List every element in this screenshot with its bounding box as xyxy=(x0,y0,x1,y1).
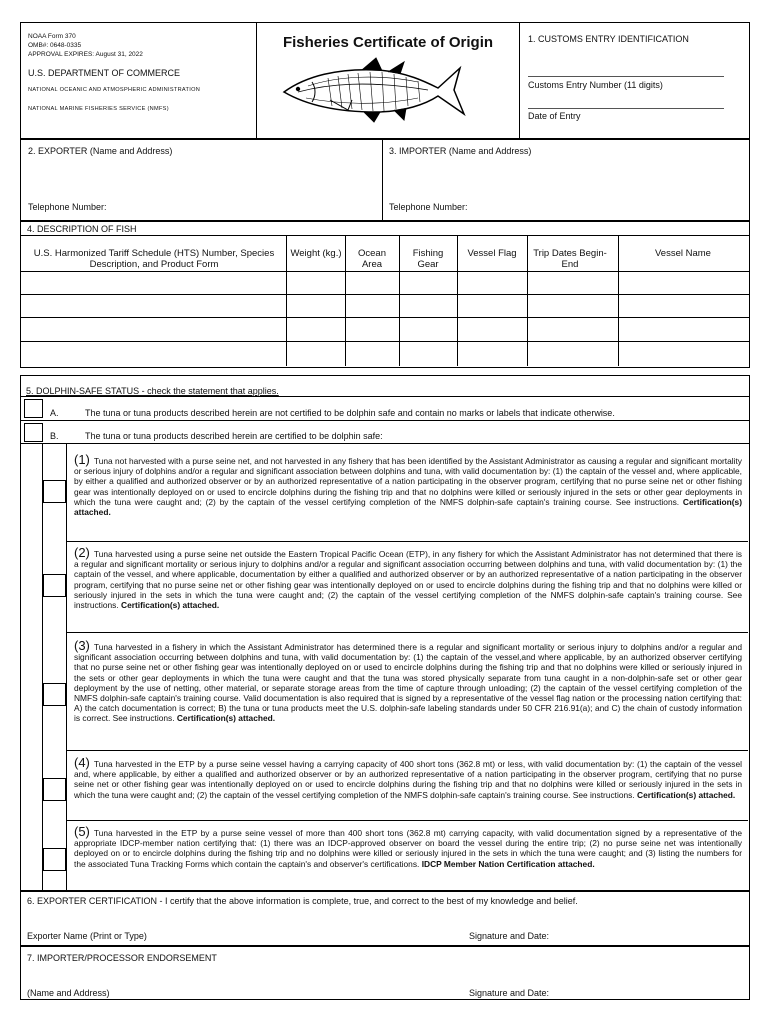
item-1-bottom xyxy=(66,541,748,542)
importer-phone-label: Telephone Number: xyxy=(389,202,468,212)
col-sep-2 xyxy=(345,235,346,366)
table-row[interactable] xyxy=(20,341,750,342)
importer-label: 3. IMPORTER (Name and Address) xyxy=(389,146,532,156)
importer-name-label: (Name and Address) xyxy=(27,988,110,998)
parties-divider xyxy=(382,138,383,220)
item-4-text xyxy=(74,755,742,800)
option-b-letter: B. xyxy=(50,431,59,441)
column-ocean-area: Ocean Area xyxy=(358,248,386,270)
item-1-text xyxy=(74,452,743,518)
column-vessel-flag: Vessel Flag xyxy=(467,248,517,259)
item-1-certification: Certification(s) attached. xyxy=(74,496,743,518)
option-b-checkbox[interactable] xyxy=(24,423,43,442)
item-3-number: (3) xyxy=(74,638,90,653)
header-divider-right xyxy=(519,22,520,138)
item-2-checkbox[interactable] xyxy=(43,574,66,597)
column-weight: Weight (kg.) xyxy=(290,248,342,259)
date-of-entry-line[interactable] xyxy=(528,108,724,109)
tuna-fish-icon xyxy=(278,56,474,126)
exporter-label: 2. EXPORTER (Name and Address) xyxy=(28,146,173,156)
customs-heading: 1. CUSTOMS ENTRY IDENTIFICATION xyxy=(528,34,689,44)
col-sep-5 xyxy=(527,235,528,366)
item-3-bottom xyxy=(66,750,748,751)
column-hts: U.S. Harmonized Tariff Schedule (HTS) Number, Species Description, and Product Form xyxy=(33,248,275,270)
customs-number-label: Customs Entry Number (11 digits) xyxy=(528,80,663,90)
col-sep-1 xyxy=(286,235,287,366)
option-a-checkbox[interactable] xyxy=(24,399,43,418)
item-2-text xyxy=(74,545,742,611)
option-a-letter: A. xyxy=(50,408,59,418)
dolphin-section xyxy=(20,375,750,892)
item-5-certification: IDCP Member Nation Certification attached. xyxy=(421,858,595,869)
exporter-name-label: Exporter Name (Print or Type) xyxy=(27,931,147,941)
importer-endorsement-heading: 7. IMPORTER/PROCESSOR ENDORSEMENT xyxy=(27,953,217,963)
table-row[interactable] xyxy=(20,317,750,318)
date-of-entry-label: Date of Entry xyxy=(528,111,581,121)
col-sep-3 xyxy=(399,235,400,366)
item-1-body: Tuna not harvested with a purse seine net, and not harvested in any fishery that has been identified by the Assistant Administrator as causing a regular and significant mortality or serious injury of dolphins and/or a regular and significant association between dolphins and tuna, with valid documentation by: (1) the captain of the vessel and, where applicable, by either a qualified and authorized observer or by an authorized representative of a nation participating in the observer program, certifying that no purse seine net or other fishing gear was intentionally deployed on or used to encircle dolphins during the fishing trip and that no dolphins were killed or seriously injured in the sets or other gear deployments in which the tuna were caught and; (2) by the captain of the vessel certifying completion of the NMFS dolphin-safe captain's training course. See instructions. xyxy=(74,456,742,507)
item-4-certification: Certification(s) attached. xyxy=(637,789,736,800)
item-3-body: Tuna harvested in a fishery in which the Assistant Administrator has determined there is a regular and significant mortality or serious injury to dolphins and/or a regular and significant association occurring between dolphins and tuna, with valid documentation by: (1) the captain of the vessel,and where applicable, by an authorized observer certifying that no purse seine net or other fishing gear was intentionally deployed on or used to encircle dolphins during the fishing trip and that no dolphins were killed or seriously injured in the sets or other gear deployments in which the tuna were caught and that the tuna was stored physically separate from tuna caught in a non-dolphin-safe set or other gear deployment by the use of netting, other material, or separate storage areas from the time of capture through unloading; (2) the captain of the vessel certifying completion of the NMFS dolphin-safe captain's training course. Valid documentation is also required that is signed by a representative of the vessel flag nation or the processing nation certifying that: A) the catch documentation is correct; B) the tuna or tuna products meet the U.S. dolphin-safe labeling standards under 50 CFR 216.91(a); and C) the chain of custody information is correct. See instructions. xyxy=(74,642,742,724)
col-sep-6 xyxy=(618,235,619,366)
item-4-checkbox[interactable] xyxy=(43,778,66,801)
omb-number: OMB#: 0648-0335 xyxy=(28,42,82,49)
item-4-body: Tuna harvested in the ETP by a purse seine vessel having a carrying capacity of 400 short tons (362.8 mt) or less, with valid documentation by: (1) the captain of the vessel and, where applicable, by either a qualified and authorized observer or by an authorized representative of a nation participating in the observer program, certifying that no purse seine net or other fishing gear was intentionally deployed on or used to encircle dolphins during the fishing trip and that no dolphins were killed or seriously injured in the sets in which the tuna were caught and; (2) the captain of the vessel certifying completion of the NMFS dolphin-safe captain's training course. See instructions. xyxy=(74,759,742,800)
fish-table-top xyxy=(20,235,750,236)
item-4-bottom xyxy=(66,820,748,821)
item-2-bottom xyxy=(66,632,748,633)
fish-section-label: 4. DESCRIPTION OF FISH xyxy=(27,224,137,234)
exporter-signature-label: Signature and Date: xyxy=(469,931,550,941)
agency-nmfs: NATIONAL MARINE FISHERIES SERVICE (NMFS) xyxy=(28,106,169,112)
table-row[interactable] xyxy=(20,271,750,272)
header-divider-left xyxy=(256,22,257,138)
subitem-box-edge xyxy=(66,443,67,890)
approval-expires: APPROVAL EXPIRES: August 31, 2022 xyxy=(28,51,143,58)
item-5-number: (5) xyxy=(74,824,90,839)
item-1-number: (1) xyxy=(74,452,90,467)
option-a-top xyxy=(20,396,750,397)
col-sep-4 xyxy=(457,235,458,366)
item-4-number: (4) xyxy=(74,755,90,770)
importer-signature-label: Signature and Date: xyxy=(469,988,550,998)
customs-number-line[interactable] xyxy=(528,76,724,77)
item-5-text xyxy=(74,824,742,869)
form-number: NOAA Form 370 xyxy=(28,33,76,40)
item-3-text xyxy=(74,638,742,724)
item-1-checkbox[interactable] xyxy=(43,480,66,503)
page-title: Fisheries Certificate of Origin xyxy=(282,34,494,51)
item-2-certification: Certification(s) attached. xyxy=(121,600,220,611)
option-b-top xyxy=(20,420,750,421)
item-3-checkbox[interactable] xyxy=(43,683,66,706)
table-row[interactable] xyxy=(20,294,750,295)
column-vessel-name: Vessel Name xyxy=(655,248,711,259)
item-2-body: Tuna harvested using a purse seine net outside the Eastern Tropical Pacific Ocean (ETP), in any fishery for which the Assistant Administrator has not determined that there is a regular and significant mortality or serious injury to dolphins and/or a regular and significant association occurring between dolphins and tuna, with valid documentation by: (1) the captain of the vessel, and where applicable, documentation by either a qualified and authorized observer or by an authorized representative of a nation participating in the observer program, certifying that no purse seine net or other fishing gear was intentionally deployed on or used to encircle dolphins during the fishing trip and that no dolphins were killed or seriously injured in the sets in which the tuna were caught and; (2) the captain of the vessel certifying completion of the NMFS dolphin-safe captain's training course. See instructions. xyxy=(74,549,742,611)
item-5-body: Tuna harvested in the ETP by a purse seine vessel of more than 400 short tons (362.8 mt) carrying capacity, with valid documentation signed by a representative of the appropriate IDCP-member nation certifying that: (1) there was an IDCP-approved observer on board the vessel during the entire trip; (2) no purse seine net was intentionally deployed on or to encircle dolphins during the fishing trip and no dolphins were killed or seriously injured in the sets in which the tuna were caught; and (3) listing the numbers for the associated Tuna Tracking Forms which contain the captain's and observer's certifications. xyxy=(74,828,742,869)
item-3-certification: Certification(s) attached. xyxy=(176,713,276,724)
department-name: U.S. DEPARTMENT OF COMMERCE xyxy=(28,68,181,78)
column-fishing-gear: Fishing Gear xyxy=(412,248,444,270)
item-2-number: (2) xyxy=(74,545,90,560)
option-a-text: The tuna or tuna products described herein are not certified to be dolphin safe and contain no marks or labels that indicate otherwise. xyxy=(85,408,615,418)
option-b-bottom xyxy=(20,443,750,444)
column-trip-dates: Trip Dates Begin-End xyxy=(533,248,607,270)
exporter-phone-label: Telephone Number: xyxy=(28,202,107,212)
agency-noaa: NATIONAL OCEANIC AND ATMOSPHERIC ADMINISTRATION xyxy=(28,87,201,93)
subitem-left-edge xyxy=(42,443,43,890)
item-5-checkbox[interactable] xyxy=(43,848,66,871)
exporter-cert-heading: 6. EXPORTER CERTIFICATION - I certify that the above information is complete, true, and correct to the best of my knowledge and belief. xyxy=(27,896,578,906)
dolphin-heading: 5. DOLPHIN-SAFE STATUS - check the statement that applies. xyxy=(26,386,279,396)
option-b-text: The tuna or tuna products described herein are certified to be dolphin safe: xyxy=(85,431,383,441)
